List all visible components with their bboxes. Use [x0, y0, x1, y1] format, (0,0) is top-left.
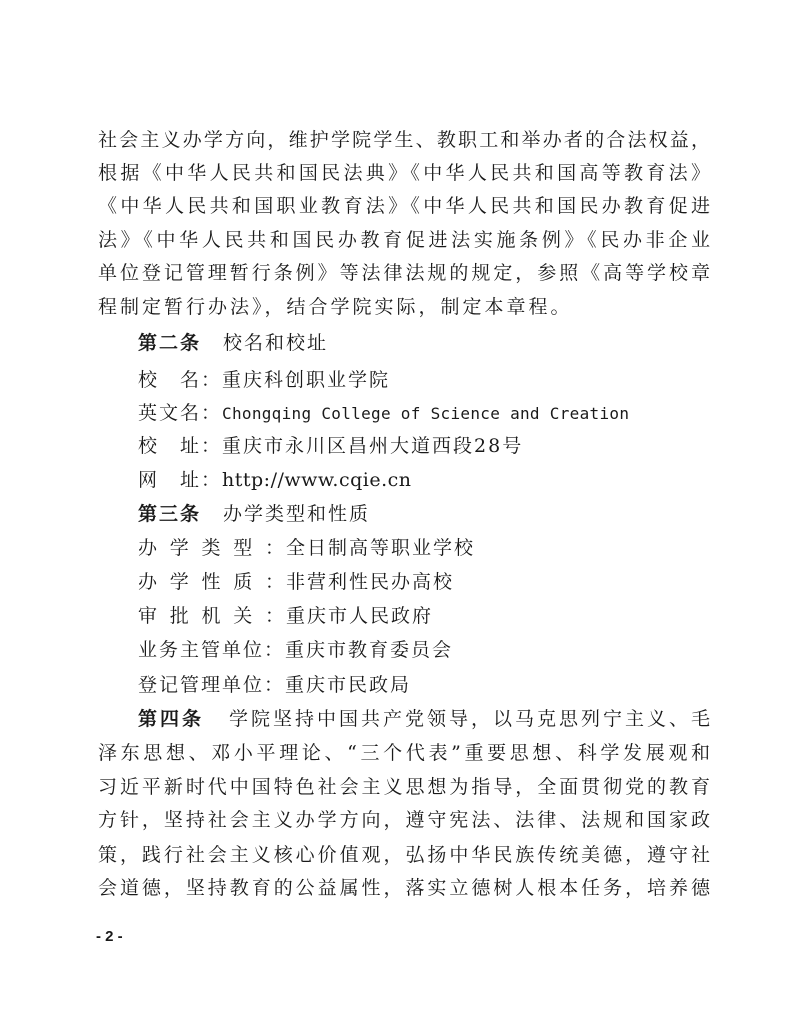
field-label: 登记管理单位： [138, 674, 286, 696]
field-row [138, 434, 710, 458]
intro-line: 法》《中华人民共和国民办教育促进法实施条例》《民办非企业 [98, 229, 710, 251]
field-row [138, 401, 710, 426]
field-label: 审批机关： [138, 605, 286, 627]
field-row [138, 536, 710, 560]
field-label: 业务主管单位： [138, 639, 286, 661]
field-label: 校 名： [138, 369, 223, 391]
article-4-line: 方针，坚持社会主义办学方向，遵守宪法、法律、法规和国家政 [98, 809, 710, 831]
intro-line: 根据《中华人民共和国民法典》《中华人民共和国高等教育法》 [98, 162, 710, 184]
field-label: 校 址： [138, 435, 223, 457]
article-heading: 第四条 [138, 708, 204, 730]
page-number: - 2 - [96, 928, 123, 945]
field-row [138, 368, 710, 392]
intro-line: 社会主义办学方向，维护学院学生、教职工和举办者的合法权益， [98, 129, 710, 151]
article-4-line: 策，践行社会主义核心价值观，弘扬中华民族传统美德，遵守社 [98, 844, 710, 866]
field-label: 办学类型： [138, 537, 286, 559]
intro-line: 程制定暂行办法》，结合学院实际，制定本章程。 [98, 296, 573, 318]
article-heading: 第二条 [138, 332, 202, 354]
article-text: 学院坚持中国共产党领导，以马克思列宁主义、毛 [226, 708, 710, 730]
field-row [138, 673, 710, 697]
field-value: Chongqing College of Science and Creation [222, 404, 630, 423]
article-2-heading-line [138, 331, 710, 355]
field-label: 网 址： [138, 469, 223, 491]
article-4-first-line [138, 707, 710, 731]
article-3-heading-line [138, 502, 710, 526]
field-row [138, 638, 710, 662]
article-heading: 第三条 [138, 503, 202, 525]
field-value: 重庆科创职业学院 [222, 369, 391, 391]
article-4-line: 习近平新时代中国特色社会主义思想为指导，全面贯彻党的教育 [98, 776, 710, 798]
field-label: 英文名： [138, 402, 223, 424]
field-row [138, 604, 710, 628]
intro-line: 单位登记管理暂行条例》等法律法规的规定，参照《高等学校章 [98, 262, 710, 284]
field-row [138, 570, 710, 594]
field-value: 重庆市永川区昌州大道西段28号 [222, 435, 524, 457]
field-value: 重庆市教育委员会 [285, 639, 454, 661]
article-4-line: 会道德，坚持教育的公益属性，落实立德树人根本任务，培养德 [98, 877, 710, 899]
field-value: 重庆市人民政府 [286, 605, 434, 627]
field-row [138, 468, 710, 492]
field-value: 全日制高等职业学校 [286, 537, 476, 559]
intro-line: 《中华人民共和国职业教育法》《中华人民共和国民办教育促进 [98, 195, 710, 217]
field-label: 办学性质： [138, 571, 286, 593]
field-value: 非营利性民办高校 [286, 571, 455, 593]
field-value[interactable]: http://www.cqie.cn [222, 469, 412, 491]
article-title: 办学类型和性质 [223, 503, 371, 525]
article-4-line: 泽东思想、邓小平理论、“三个代表”重要思想、科学发展观和 [98, 742, 710, 764]
field-value: 重庆市民政局 [285, 674, 412, 696]
article-title: 校名和校址 [223, 332, 329, 354]
